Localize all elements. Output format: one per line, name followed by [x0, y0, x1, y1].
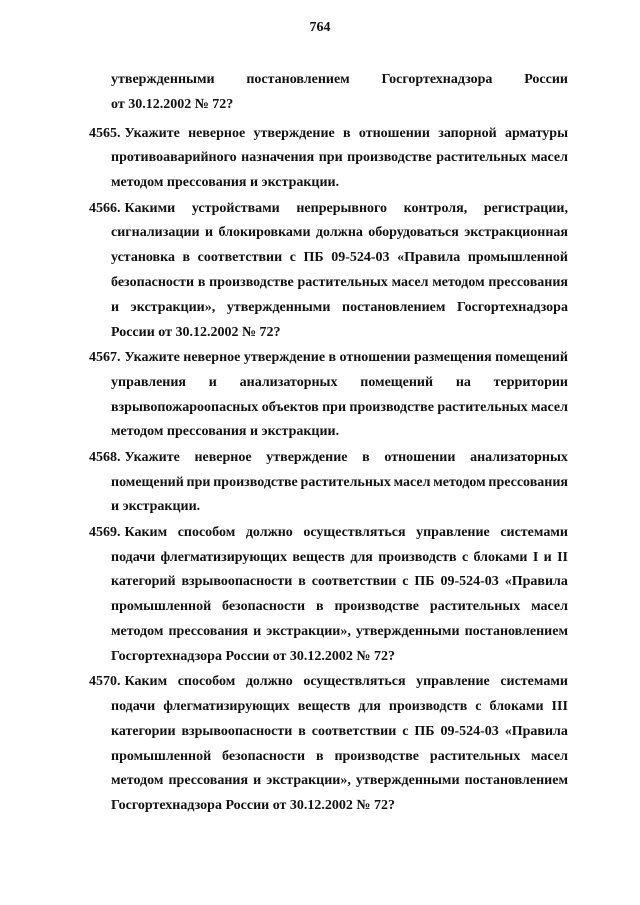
- question-text-line: России от 30.12.2002 № 72?: [111, 324, 281, 340]
- question-text-line: помещений при производстве растительных масел методом прессования: [111, 474, 568, 490]
- question-text-line: Госгортехнадзора России от 30.12.2002 № 72?: [111, 798, 395, 814]
- question-text-line: категории взрывоопасности в соответствии с ПБ 09-524-03 «Правила: [111, 723, 568, 739]
- question-text-line: Какими устройствами непрерывного контроля, регистрации,: [124, 200, 568, 216]
- question-number: 4569.: [89, 524, 121, 540]
- question-text-line: промышленной безопасности в производстве растительных масел: [111, 748, 568, 764]
- question-text-line: Каким способом должно осуществляться управление системами: [124, 524, 568, 540]
- question-text-line: подачи флегматизирующих веществ для производств с блоками III: [111, 699, 568, 714]
- question-text-line: Укажите неверное утверждение в отношении анализаторных: [124, 449, 568, 465]
- question-text-line: методом прессования и экстракции.: [111, 175, 340, 191]
- question-number: 4565.: [89, 125, 121, 141]
- question-number: 4568.: [89, 449, 121, 465]
- question-text-line: методом прессования и экстракции», утвержденными постановлением: [111, 624, 568, 639]
- question-text-line: Укажите неверное утверждение в отношении запорной арматуры: [124, 125, 568, 141]
- continuation-line: утвержденными постановлением Госгортехнадзора России: [111, 72, 568, 87]
- question-number: 4566.: [89, 200, 121, 216]
- question-text-line: категорий взрывоопасности в соответствии с ПБ 09-524-03 «Правила: [111, 574, 568, 590]
- page-number: 764: [309, 20, 331, 35]
- question-text-line: безопасности в производстве растительных масел методом прессования: [111, 275, 568, 290]
- question-text-line: сигнализации и блокировками должна оборудоваться экстракционная: [111, 225, 568, 241]
- question-text-line: Каким способом должно осуществляться управление системами: [124, 674, 568, 690]
- question-text-line: методом прессования и экстракции», утвержденными постановлением: [111, 773, 568, 789]
- question-number: 4567.: [89, 350, 121, 365]
- question-text-line: промышленной безопасности в производстве растительных масел: [111, 599, 568, 615]
- question-text-line: и экстракции», утвержденными постановлением Госгортехнадзора: [111, 299, 568, 315]
- question-text-line: Укажите неверное утверждение в отношении размещения помещений: [124, 350, 568, 365]
- question-number: 4570.: [89, 674, 121, 690]
- question-text-line: и экстракции.: [111, 499, 201, 515]
- continuation-line: от 30.12.2002 № 72?: [111, 96, 234, 112]
- question-text-line: противоаварийного назначения при производстве растительных масел: [111, 150, 568, 166]
- question-text-line: подачи флегматизирующих веществ для производств с блоками I и II: [111, 549, 568, 565]
- question-text-line: Госгортехнадзора России от 30.12.2002 № 72?: [111, 648, 395, 664]
- question-text-line: методом прессования и экстракции.: [111, 424, 340, 440]
- question-text-line: управления и анализаторных помещений на территории: [111, 374, 568, 390]
- question-text-line: взрывопожароопасных объектов при производстве растительных масел: [111, 399, 568, 415]
- question-text-line: установка в соответствии с ПБ 09-524-03 «Правила промышленной: [111, 250, 568, 266]
